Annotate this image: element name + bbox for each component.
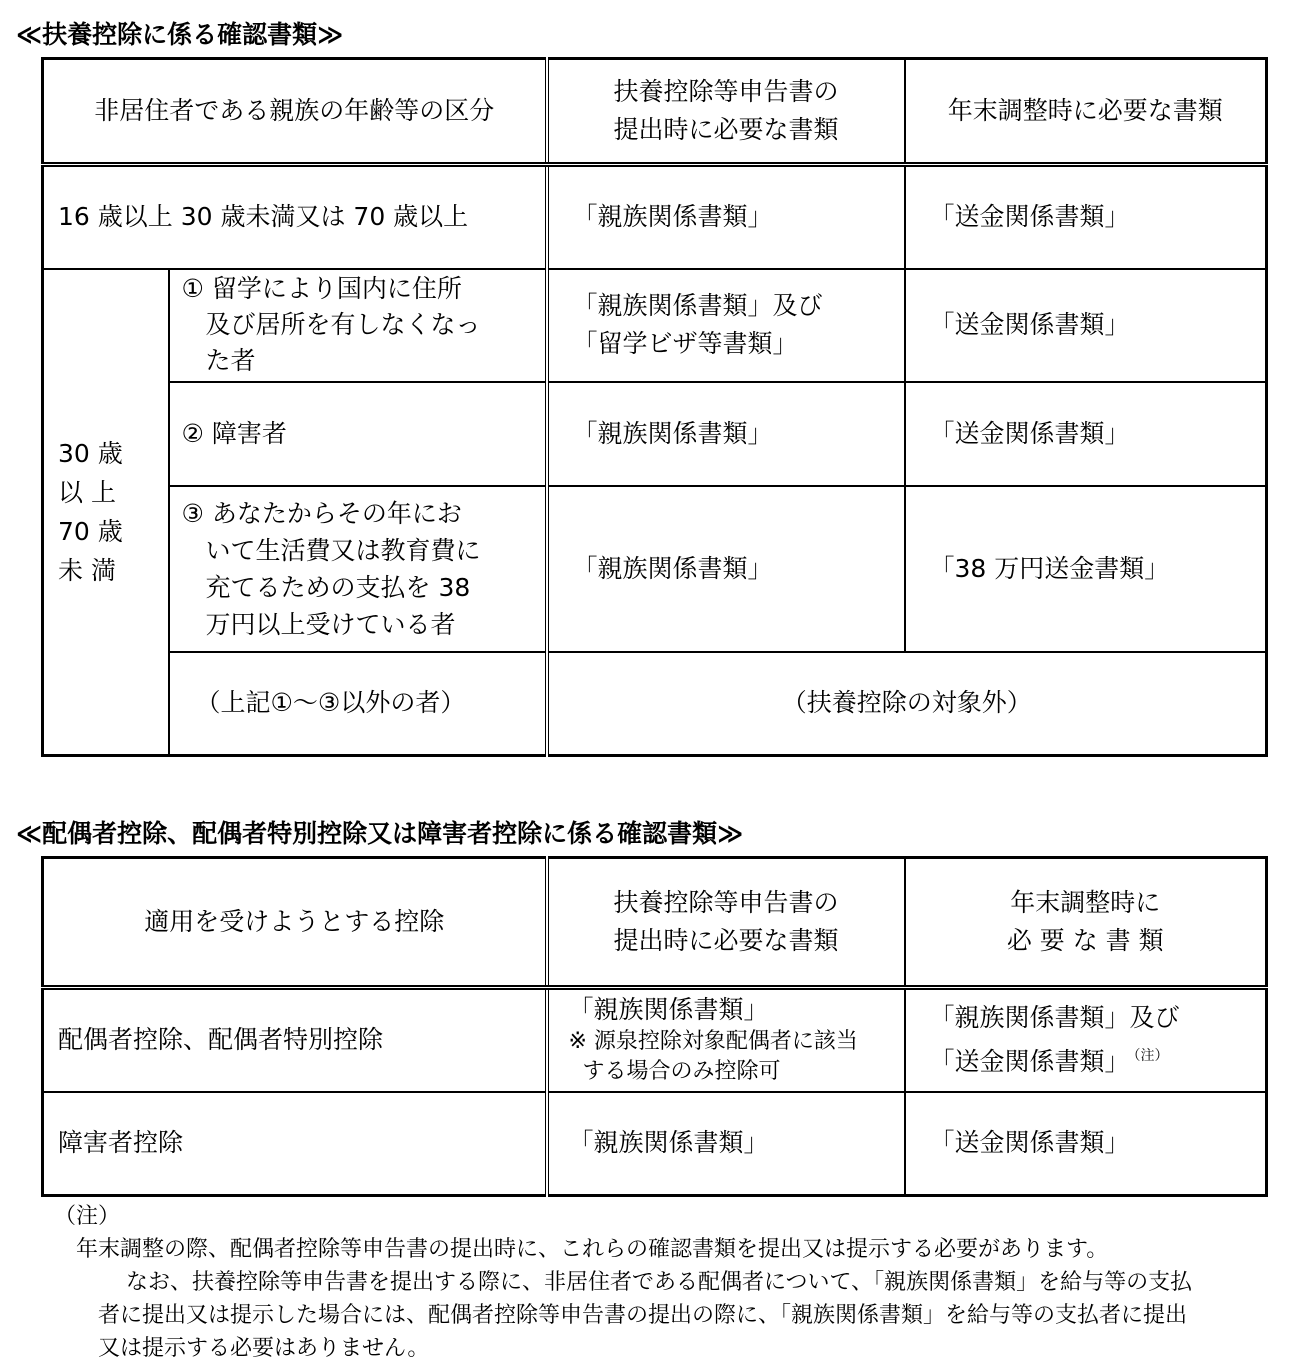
table-row <box>43 382 1267 486</box>
row-study-abroad-category <box>169 269 547 382</box>
table-row <box>43 1092 1267 1196</box>
year-end-line2: 「送金関係書類」 <box>929 1047 1130 1077</box>
age-group-line: 以 上 <box>58 477 116 507</box>
note-reference-mark: （注） <box>1133 1048 1169 1065</box>
footnote <box>54 1200 1284 1365</box>
header-submission-docs <box>547 858 905 988</box>
year-end-line1: 「親族関係書類」及び <box>929 1003 1180 1033</box>
note-line3: 者に提出又は提示した場合には、配偶者控除等申告書の提出の際に、「親族関係書類」を給与等の支払者に提出 <box>98 1303 1188 1328</box>
row-disabled-year-end: 「送金関係書類」 <box>905 382 1267 486</box>
row-16-30-year-end: 「送金関係書類」 <box>905 165 1267 269</box>
header-year-end-line2: 必 要 な 書 類 <box>1006 926 1164 955</box>
row-spouse-deduction: 配偶者控除、配偶者特別控除 <box>43 988 547 1092</box>
header-submission-line2: 提出時に必要な書類 <box>613 926 839 955</box>
submission-line: 「親族関係書類」及び <box>572 291 823 320</box>
dependent-deduction-table <box>41 57 1268 757</box>
header-submission-line2: 提出時に必要な書類 <box>613 115 839 144</box>
table-row <box>43 486 1267 652</box>
table-row <box>43 165 1267 269</box>
row-spouse-year-end <box>905 988 1267 1092</box>
category-line: た者 <box>205 346 256 375</box>
note-label: （注） <box>54 1204 121 1229</box>
row-disabled-submission: 「親族関係書類」 <box>547 382 905 486</box>
row-16-30-category: 16 歳以上 30 歳未満又は 70 歳以上 <box>43 165 547 269</box>
table-row <box>43 652 1267 756</box>
section2-heading: ≪配偶者控除、配偶者特別控除又は障害者控除に係る確認書類≫ <box>16 819 744 848</box>
header-submission-line1: 扶養控除等申告書の <box>613 77 839 106</box>
header-category: 非居住者である親族の年齢等の区分 <box>43 59 547 165</box>
table1-header-row <box>43 59 1267 165</box>
row-16-30-submission: 「親族関係書類」 <box>547 165 905 269</box>
row-study-abroad-submission <box>547 269 905 382</box>
category-line: ③ あなたからその年にお <box>181 498 462 528</box>
submission-main: 「親族関係書類」 <box>568 995 769 1025</box>
table-row <box>43 269 1267 382</box>
row-living-expenses-submission: 「親族関係書類」 <box>547 486 905 652</box>
note-line1: 年末調整の際、配偶者控除等申告書の提出時に、これらの確認書類を提出又は提示する必要があります。 <box>76 1237 1109 1262</box>
row-study-abroad-year-end: 「送金関係書類」 <box>905 269 1267 382</box>
row-living-expenses-category <box>169 486 547 652</box>
category-line: 充てるための支払を 38 <box>205 572 471 602</box>
spouse-disability-deduction-table <box>41 856 1268 1197</box>
note-line2: なお、扶養控除等申告書を提出する際に、非居住者である配偶者について、「親族関係書類」を給与等の支払 <box>126 1270 1193 1295</box>
header-year-end-docs: 年末調整時に必要な書類 <box>905 59 1267 165</box>
submission-line: 「留学ビザ等書類」 <box>572 329 798 358</box>
row-living-expenses-year-end: 「38 万円送金書類」 <box>905 486 1267 652</box>
submission-note-line2: する場合のみ控除可 <box>582 1059 781 1085</box>
row-spouse-submission <box>547 988 905 1092</box>
age-group-line: 30 歳 <box>58 438 123 468</box>
category-line: ① 留学により国内に住所 <box>181 274 462 303</box>
category-line: 万円以上受けている者 <box>205 609 456 639</box>
age-group-line: 70 歳 <box>58 516 123 546</box>
section1-heading: ≪扶養控除に係る確認書類≫ <box>16 20 344 49</box>
header-deduction: 適用を受けようとする控除 <box>43 858 547 988</box>
table2-header-row <box>43 858 1267 988</box>
category-line: いて生活費又は教育費に <box>205 535 481 565</box>
header-year-end-line1: 年末調整時に <box>1010 888 1161 917</box>
row-other-result: （扶養控除の対象外） <box>547 652 1267 756</box>
row-disability-submission: 「親族関係書類」 <box>547 1092 905 1196</box>
note-line4: 又は提示する必要はありません。 <box>98 1336 430 1361</box>
category-line: 及び居所を有しなくなっ <box>205 310 481 339</box>
table-row <box>43 988 1267 1092</box>
row-disability-deduction: 障害者控除 <box>43 1092 547 1196</box>
row-disability-year-end: 「送金関係書類」 <box>905 1092 1267 1196</box>
age-group-line: 未 満 <box>58 555 116 585</box>
header-year-end-docs <box>905 858 1267 988</box>
row-disabled-category: ② 障害者 <box>169 382 547 486</box>
row-other-category: （上記①～③以外の者） <box>169 652 547 756</box>
submission-note-line1: ※ 源泉控除対象配偶者に該当 <box>568 1029 858 1055</box>
header-submission-line1: 扶養控除等申告書の <box>613 888 839 917</box>
age-group-30-70-label <box>43 269 169 756</box>
header-submission-docs <box>547 59 905 165</box>
